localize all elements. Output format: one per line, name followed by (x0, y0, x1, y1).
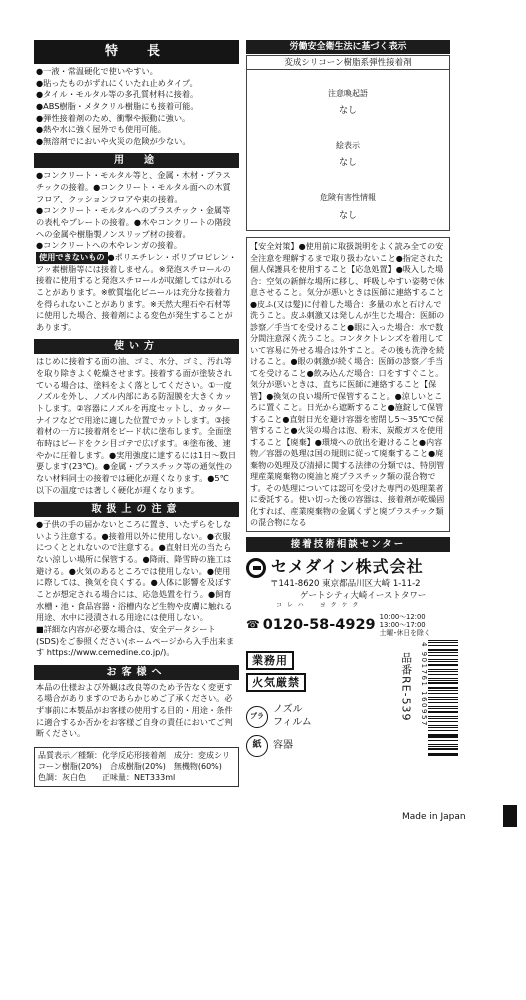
customer-section (34, 680, 239, 743)
recycle-label-line: ノズル (273, 704, 303, 716)
howto-text: はじめに接着する面の油、ゴミ、水分、ゴミ、汚れ等を取り除きよく乾燥させます。接着する面が塗装されている場合は、塗料をよく落としてください。①一度ノズルを外し、ノズル内部にある防湿膜を大きくカットします。②容器にノズルを再度セットし、カッターナイフなどで用途に適した位置でカットします。③接着材の一方に接着剤をビード状に塗布します。全面塗布時はビードをクシ目ゴテで広げます。④塗布後、速やかに圧着します。●実用強度に達するには1日〜数日要します(23℃)。●金属・プラスチック等の通気性のない材料同士の接着では硬化が遅くなります。●5℃以下の温度では著しく硬化が遅くなります。 (36, 356, 237, 495)
usage-item: ●コンクリート・モルタル等と、金属・木材・プラスチックの接着。●コンクリート・モルタル面への木質フロア、クッションフロアや束の接着。 (36, 170, 231, 204)
ghs-label: 絵表示 (336, 141, 360, 151)
recycle-label-line: フィルム (273, 716, 312, 728)
barcode-bar (428, 699, 458, 700)
barcode-bar (428, 746, 458, 747)
registration-mark (503, 805, 517, 827)
handling-title: 取扱上の注意 (34, 502, 239, 517)
howto-title: 使い方 (34, 339, 239, 354)
barcode-bar (428, 754, 458, 755)
product-type: 変成シリコーン樹脂系弾性接着剤 (246, 55, 450, 70)
barcode-bar (428, 702, 458, 703)
barcode-bar (428, 671, 458, 672)
barcode-bar (428, 725, 458, 726)
barcode-bar (428, 706, 458, 707)
barcode-bar (428, 659, 458, 660)
barcode-bar (428, 748, 458, 749)
address (270, 579, 450, 602)
howto-section (34, 354, 239, 499)
features-title: 特 長 (34, 40, 239, 64)
barcode-bar (428, 669, 458, 670)
recycle-label: 容器 (273, 739, 293, 751)
product-code: 品番RE-539 (399, 652, 413, 722)
barcode-bar (428, 640, 458, 641)
free-dial-icon: ☎ (246, 618, 260, 632)
barcode-icon (428, 640, 458, 758)
company-row (246, 556, 450, 579)
company-name: セメダイン株式会社 (271, 557, 424, 577)
barcode-bar (428, 721, 458, 722)
barcode-bar (428, 753, 458, 754)
barcode-number: 4 901761 160957 (419, 642, 428, 727)
features-list (34, 64, 239, 150)
barcode-bar (428, 718, 458, 719)
barcode-bar (428, 740, 458, 741)
ghs-value: なし (338, 106, 357, 117)
ghs-value: なし (338, 210, 357, 221)
feature-item: ●無溶剤でにおいや火災の危険が少ない。 (36, 135, 191, 146)
cemedine-logo-icon (246, 558, 266, 578)
business-use-stamp: 業務用 (246, 651, 294, 670)
handling-text: ●子供の手の届かないところに置き、いたずらをしないよう注意する。●接着用以外に使用しない。●衣服につくととれないので注意する。●直射日光の当たらない涼しい場所に保管する。●降雨、降雪時の施工は避ける。●火気のあるところでは使用しない。●使用に際しては、換気を良くする。●人体に影響を及ぼすことが想定される場合には、応急処置を行う。●飼育水槽・池・食品容器・浴槽内など生物や皮膚に触れる用途、水中に浸漬される用途には使用しない。 (36, 519, 233, 623)
feature-item: ●貼ったものがずれにくいたれ止めタイプ。 (36, 77, 198, 88)
barcode-bar (428, 734, 458, 735)
tel-row (246, 613, 450, 637)
barcode-bar (428, 661, 458, 662)
usage-title: 用 途 (34, 153, 239, 168)
tel-number: 0120-58-4929 (262, 616, 376, 633)
made-in-japan: Made in Japan (402, 812, 466, 822)
feature-item: ●タイル・モルタル等の多孔質材料に接着。 (36, 89, 199, 100)
feature-item: ●熱や水に強く屋外でも使用可能。 (36, 124, 166, 135)
barcode-bar (428, 727, 458, 728)
spec-text: 品質表示／種類：化学反応形接着剤 成分：変成シリコーン樹脂(20%) 合成樹脂(20%) 無機物(60%) 色調：灰白色 正味量：NET333ml (38, 751, 230, 783)
ghs-label: 危険有害性情報 (320, 193, 376, 203)
address-line: ゲートシティ大崎イーストタワー (300, 590, 427, 601)
feature-item: ●弾性接着剤のため、衝撃や振動に強い。 (36, 112, 191, 123)
consultation-center-title: 接着技術相談センター (246, 537, 450, 552)
usage-item: ●コンクリート・モルタルへのプラスチック・金属等の表札やプレートの接着。●木やコンクリートの階段への金属や樹脂製ノンスリップ材の接着。 (36, 205, 231, 239)
recycle-paper (246, 735, 450, 757)
barcode-bar (428, 649, 458, 651)
barcode-bar (428, 680, 458, 681)
hours (380, 613, 431, 637)
usage-cannot (36, 252, 237, 333)
barcode-bar (428, 682, 458, 683)
sds-text: ■詳細な内容が必要な場合は、安全データシート(SDS)をご参照ください(ホームページから入手出来ます https://www.cemedine.co.jp/)。 (36, 623, 235, 658)
barcode-bar (428, 693, 458, 694)
ghs-value: なし (338, 158, 357, 169)
safety-box (246, 237, 450, 532)
ghs-box (246, 70, 450, 231)
barcode-bar (428, 678, 458, 679)
recycle-label (273, 704, 312, 729)
customer-text: 本品の仕様および外観は改良等のため予告なく変更する場合がありますのであらかじめご了承ください。必ず事前に本製品がお客様の使用する目的・用途・条件に適合するか否かをお客様ご自身の責任においてご判断ください。 (36, 681, 233, 739)
cannot-use-label: 使用できないもの (36, 252, 108, 264)
barcode-bar (428, 655, 458, 656)
barcode-bar (428, 652, 458, 653)
feature-item: ●ABS樹脂・メタクリル樹脂にも接着可能。 (36, 100, 199, 111)
usage-section (34, 168, 239, 336)
left-column (34, 40, 239, 787)
paper-recycle-icon: 紙 (246, 735, 268, 757)
ghs-label: 注意喚起語 (328, 89, 368, 98)
barcode-bar (428, 664, 458, 666)
customer-title: お客様へ (34, 665, 239, 680)
barcode-bar (428, 687, 458, 689)
barcode-bar (428, 735, 458, 737)
barcode-bar (428, 744, 458, 745)
tel-kana: コレハ ヨクケク (276, 602, 364, 610)
cannot-use-text: ●ポリエチレン・ポリプロピレン・フッ素樹脂等には接着しません。※発泡スチロールの接着に使用すると発泡スチロールが収縮してはがれることがあります。※軟質塩化ビニールは充分な接着力を得られないことがあります。※天然大理石や石材等に使用した場合、接着剤による変色が発生することがあります。 (36, 251, 237, 332)
hours-line: 10:00〜12:00 (379, 612, 426, 621)
no-fire-stamp: 火気厳禁 (246, 673, 306, 692)
hours-line: 土曜･休日を除く (379, 628, 431, 637)
barcode-bar (428, 730, 458, 731)
barcode-bar (428, 716, 458, 717)
spec-box (34, 747, 239, 787)
barcode-bar (428, 711, 458, 713)
law-title: 労働安全衛生法に基づく表示 (246, 40, 450, 54)
usage-item: ●コンクリートへの木やレンガの接着。 (36, 240, 182, 251)
barcode-bar (428, 690, 458, 691)
safety-text: 【安全対策】●使用前に取扱説明をよく読み全ての安全注意を理解するまで取り扱わないこと●指定された個人保護具を使用すること【応急処置】●吸入した場合：空気の新鮮な場所に移し、呼吸しやすい姿勢で休息させること。気分が悪いときは医師に連絡すること●皮ふ(又は髪)に付着した場合：多量の水と石けんで洗うこと。皮ふ刺激又は発しんが生じた場合：医師の診察／手当てを受けること●眼に入った場合：水で数分間注意深く洗うこと。コンタクトレンズを着用していて容易に外せる場合は外すこと。その後も洗浄を続けること。●眼の刺激が続く場合：医師の診察／手当てを受けること●飲み込んだ場合：口をすすぐこと。気分が悪いときは、直ちに医師に連絡すること【保管】●換気の良い場所で保管すること。●涼しいところに置くこと。日光から遮断すること●施錠して保管すること●直射日光を避け容器を密閉し5〜35℃で保管すること●火災の場合は泡、粉末、炭酸ガスを使用すること【廃棄】●環境への放出を避けること●内容物／容器の処理は国の規則に従って廃棄すること●廃棄物の処理及び清掃に関する法律の分類では、特別管理産業廃棄物の廃油と廃プラスチック類の混合物です。その処理については認可を受けた専門の処理業者に委託する。使い切った後の容器は、接着剤が乾燥固化すれば、産業廃棄物の金属くずと廃プラスチック類の混合物になる (250, 241, 445, 527)
handling-section (34, 517, 239, 662)
address-line: 〒141-8620 東京都品川区大崎 1-11-2 (270, 579, 421, 590)
barcode-bar (428, 708, 458, 709)
plastic-recycle-icon: プラ (246, 706, 268, 728)
barcode-bar (428, 674, 458, 675)
barcode-bar (428, 645, 458, 646)
hours-line: 13:00〜17:00 (379, 620, 426, 629)
feature-item: ●一液・常温硬化で使いやすい。 (36, 66, 158, 76)
barcode-bar (428, 697, 458, 698)
barcode-bar (428, 642, 458, 643)
